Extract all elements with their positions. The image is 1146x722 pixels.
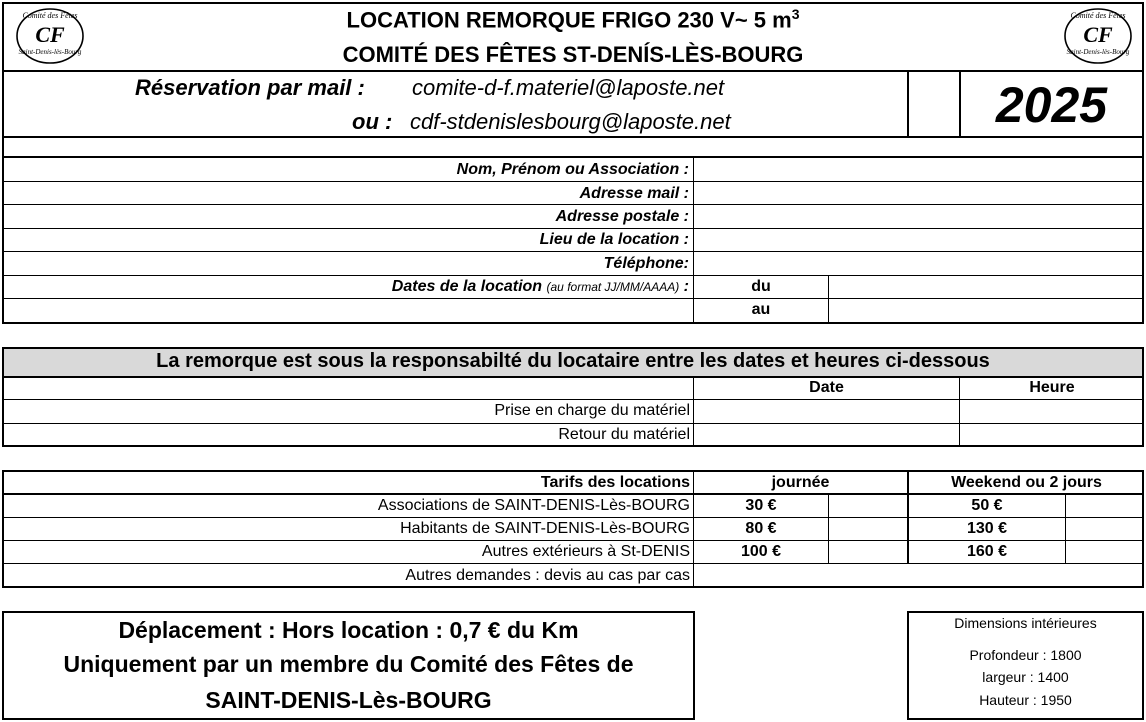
logo-text-top: Comité des Fêtes <box>1070 11 1126 20</box>
phone-field[interactable] <box>694 252 1142 275</box>
pricing-header-label: Tarifs des locations <box>540 474 690 491</box>
price-row-label: Habitants de SAINT-DENIS-Lès-BOURG <box>400 520 690 537</box>
spacer-row <box>2 138 1144 158</box>
price-row-day: 30 € <box>745 497 777 514</box>
name-label: Nom, Prénom ou Association : <box>456 161 689 178</box>
location-place-field[interactable] <box>694 229 1142 251</box>
reservation-label: Réservation par mail : <box>135 75 365 100</box>
price-row-label: Autres extérieurs à St-DENIS <box>481 543 690 560</box>
pickup-label: Prise en charge du matériel <box>494 402 690 419</box>
logo-text-bottom: Saint-Denis-lès-Bourg <box>18 48 82 56</box>
travel-line-3: SAINT-DENIS-Lès-BOURG <box>205 687 492 713</box>
postal-address-label: Adresse postale : <box>555 208 689 225</box>
travel-line-2: Uniquement par un membre du Comité des Fêtes de <box>63 651 634 677</box>
to-label: au <box>751 301 771 318</box>
reservation-email-1[interactable]: comite-d-f.materiel@laposte.net <box>412 75 725 100</box>
date-from-field[interactable] <box>829 276 1142 298</box>
logo-text-top: Comité des Fêtes <box>22 11 78 20</box>
price-row-weekend: 160 € <box>966 543 1008 560</box>
price-row-weekend: 130 € <box>966 520 1008 537</box>
col-time-header: Heure <box>1029 379 1075 396</box>
email-field[interactable] <box>694 182 1142 204</box>
email-label: Adresse mail : <box>579 185 689 202</box>
price-row-day: 100 € <box>740 543 782 560</box>
travel-line-1: Déplacement : Hors location : 0,7 € du Km <box>118 617 579 643</box>
reservation-or-label: ou : <box>352 109 393 134</box>
dates-label <box>200 278 689 296</box>
name-field[interactable] <box>694 158 1142 181</box>
title-line1: LOCATION REMORQUE FRIGO 230 V~ 5 m <box>346 7 792 33</box>
page-subtitle: COMITÉ DES FÊTES ST-DENÍS-LÈS-BOURG <box>342 42 804 67</box>
phone-label: Téléphone: <box>603 255 689 272</box>
return-label: Retour du matériel <box>558 426 690 443</box>
logo-monogram: CF <box>35 22 65 47</box>
dimensions-title: Dimensions intérieures <box>954 615 1097 631</box>
dimensions-height: Hauteur : 1950 <box>979 692 1072 708</box>
price-row-weekend: 50 € <box>971 497 1003 514</box>
return-date-field[interactable] <box>694 424 959 445</box>
year-label: 2025 <box>995 77 1108 133</box>
dates-format-hint: (au format JJ/MM/AAAA) <box>546 280 680 294</box>
price-row-day: 80 € <box>745 520 777 537</box>
dates-label-text: Dates de la location <box>391 278 543 295</box>
col-weekend-header: Weekend ou 2 jours <box>951 474 1102 491</box>
pickup-time-field[interactable] <box>960 400 1142 423</box>
page-title <box>200 6 946 33</box>
logo-text-bottom: Saint-Denis-lès-Bourg <box>1066 48 1130 56</box>
logo-monogram: CF <box>1083 22 1113 47</box>
price-row-label: Associations de SAINT-DENIS-Lès-BOURG <box>377 497 690 514</box>
col-day-header: journée <box>771 474 830 491</box>
col-date-header: Date <box>809 379 844 396</box>
location-place-label: Lieu de la location : <box>539 231 689 248</box>
dates-colon: : <box>683 278 689 295</box>
logo-right <box>1062 6 1134 66</box>
other-requests-label: Autres demandes : devis au cas par cas <box>405 567 690 584</box>
date-to-field[interactable] <box>829 299 1142 322</box>
responsibility-heading: La remorque est sous la responsabilté du locataire entre les dates et heures ci-dessous <box>156 350 990 372</box>
dimensions-depth: Profondeur : 1800 <box>969 647 1082 663</box>
logo-left <box>14 6 86 66</box>
title-superscript: 3 <box>791 6 800 22</box>
pickup-date-field[interactable] <box>694 400 959 423</box>
reservation-email-2[interactable]: cdf-stdenislesbourg@laposte.net <box>410 109 731 134</box>
return-time-field[interactable] <box>960 424 1142 445</box>
from-label: du <box>751 278 771 295</box>
postal-address-field[interactable] <box>694 205 1142 228</box>
dimensions-width: largeur : 1400 <box>982 669 1069 685</box>
